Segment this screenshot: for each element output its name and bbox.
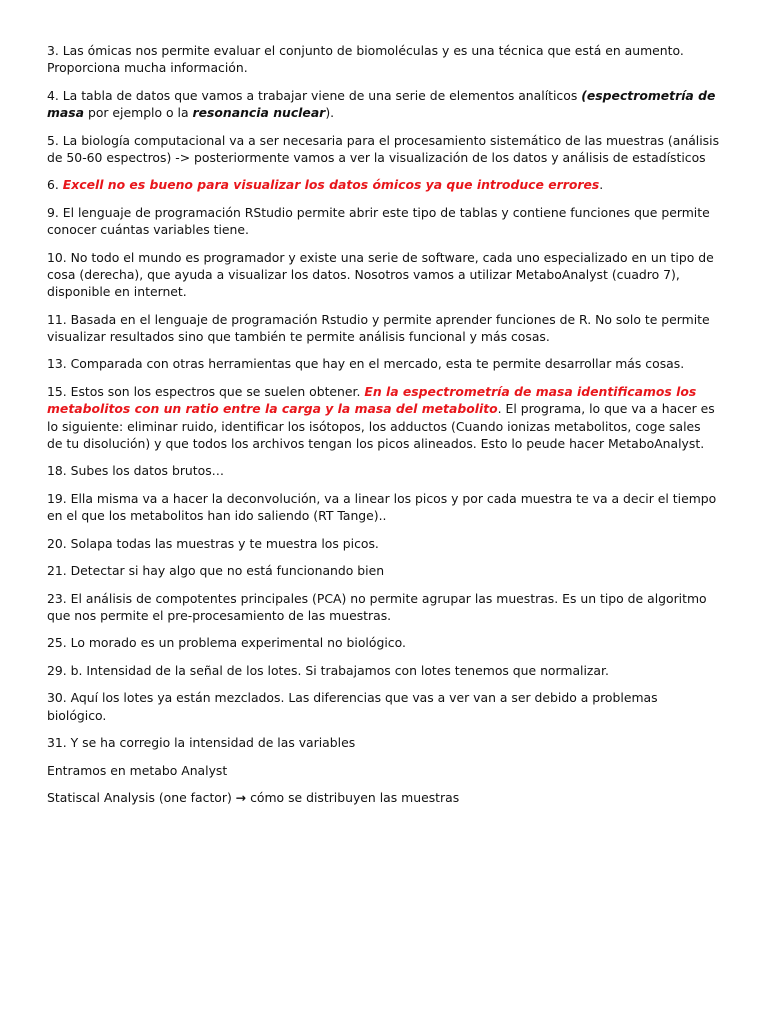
paragraph-13 bbox=[47, 355, 720, 372]
paragraph-20 bbox=[47, 535, 720, 552]
paragraph-text: 25. Lo morado es un problema experimental no biológico. bbox=[47, 635, 406, 651]
paragraph-21 bbox=[47, 562, 720, 579]
highlighted-red-text: En la espectrometría de masa identificamos los metabolitos con un ratio entre la carga y la masa del metabolito bbox=[47, 383, 697, 417]
paragraph-text: 31. Y se ha corregio la intensidad de las variables bbox=[47, 735, 356, 751]
paragraph-19 bbox=[47, 490, 720, 525]
paragraph-4 bbox=[47, 87, 720, 122]
paragraph-text: . El programa, lo que va a hacer es lo siguiente: eliminar ruido, identificar los isótopos, los adductos (Cuando ionizas metabolitos, coge sales de tu disolución) y que todos los archivos tengan los picos alineados. Esto lo peude hacer MetaboAnalyst. bbox=[47, 401, 715, 451]
right-arrow-icon: → bbox=[235, 790, 247, 806]
paragraph-text: 10. No todo el mundo es programador y existe una serie de software, cada uno especializado en un tipo de cosa (derecha), que ayuda a visualizar los datos. Nosotros vamos a utilizar MetaboAnalyst (cuadro 7), disponible en internet. bbox=[47, 249, 714, 300]
paragraph-15 bbox=[47, 383, 720, 452]
paragraph-text: 18. Subes los datos brutos… bbox=[47, 463, 225, 479]
paragraph-text: Entramos en metabo Analyst bbox=[47, 762, 228, 778]
paragraph-3 bbox=[47, 42, 720, 77]
paragraph-metaboanalyst bbox=[47, 762, 720, 779]
paragraph-25 bbox=[47, 634, 720, 651]
emphasis-nuclear-resonance: resonancia nuclear bbox=[192, 105, 326, 121]
paragraph-text: 11. Basada en el lenguaje de programación Rstudio y permite aprender funciones de R. No solo te permite visualizar resultados sino que también te permite análisis funcional y más cosas. bbox=[47, 311, 710, 344]
paragraph-30 bbox=[47, 689, 720, 724]
paragraph-text: Statiscal Analysis (one factor) bbox=[47, 790, 236, 806]
paragraph-text: . bbox=[599, 177, 604, 193]
paragraph-18 bbox=[47, 462, 720, 479]
paragraph-text: 9. El lenguaje de programación RStudio permite abrir este tipo de tablas y contiene funciones que permite conocer cuántas variables tiene. bbox=[47, 204, 710, 238]
paragraph-text: 20. Solapa todas las muestras y te muestra los picos. bbox=[47, 535, 379, 551]
paragraph-text: 29. b. Intensidad de la señal de los lotes. Si trabajamos con lotes tenemos que normalizar. bbox=[47, 662, 609, 678]
paragraph-text: 23. El análisis de compotentes principales (PCA) no permite agrupar las muestras. Es un tipo de algoritmo que nos permite el pre-procesamiento de las muestras. bbox=[47, 590, 707, 623]
paragraph-31 bbox=[47, 734, 720, 751]
paragraph-6 bbox=[47, 176, 720, 193]
paragraph-text: 21. Detectar si hay algo que no está funcionando bien bbox=[47, 563, 385, 579]
paragraph-text: por ejemplo o la bbox=[84, 105, 193, 121]
paragraph-text: 15. Estos son los espectros que se suelen obtener. bbox=[47, 383, 365, 399]
paragraph-5 bbox=[47, 132, 720, 167]
highlighted-red-text: Excell no es bueno para visualizar los datos ómicos ya que introduce errores bbox=[62, 177, 600, 193]
paragraph-text: ). bbox=[325, 105, 335, 121]
paragraph-text: 19. Ella misma va a hacer la deconvolución, va a linear los picos y por cada muestra te va a decir el tiempo en el que los metabolitos han ido saliendo (RT Tange).. bbox=[47, 490, 717, 524]
paragraph-text: 3. Las ómicas nos permite evaluar el conjunto de biomoléculas y es una técnica que está en aumento. Proporciona mucha información. bbox=[47, 43, 684, 76]
paragraph-text: cómo se distribuyen las muestras bbox=[246, 790, 460, 806]
paragraph-text: 30. Aquí los lotes ya están mezclados. Las diferencias que vas a ver van a ser debido a problemas biológico. bbox=[47, 690, 658, 723]
emphasis-mass-spectrometry: (espectrometría de masa bbox=[47, 87, 716, 121]
paragraph-11 bbox=[47, 311, 720, 346]
paragraph-number: 6. bbox=[47, 177, 63, 193]
paragraph-10 bbox=[47, 249, 720, 301]
paragraph-text: 13. Comparada con otras herramientas que hay en el mercado, esta te permite desarrollar más cosas. bbox=[47, 356, 685, 372]
paragraph-9 bbox=[47, 204, 720, 239]
paragraph-text: 5. La biología computacional va a ser necesaria para el procesamiento sistemático de las muestras (análisis de 50-60 espectros) -> posteriormente vamos a ver la visualización de los datos y análisis de estadísticos bbox=[47, 132, 720, 165]
paragraph-29 bbox=[47, 662, 720, 679]
paragraph-text: 4. La tabla de datos que vamos a trabajar viene de una serie de elementos analíticos bbox=[47, 87, 582, 103]
paragraph-statistical-analysis bbox=[47, 789, 720, 806]
paragraph-23 bbox=[47, 590, 720, 625]
